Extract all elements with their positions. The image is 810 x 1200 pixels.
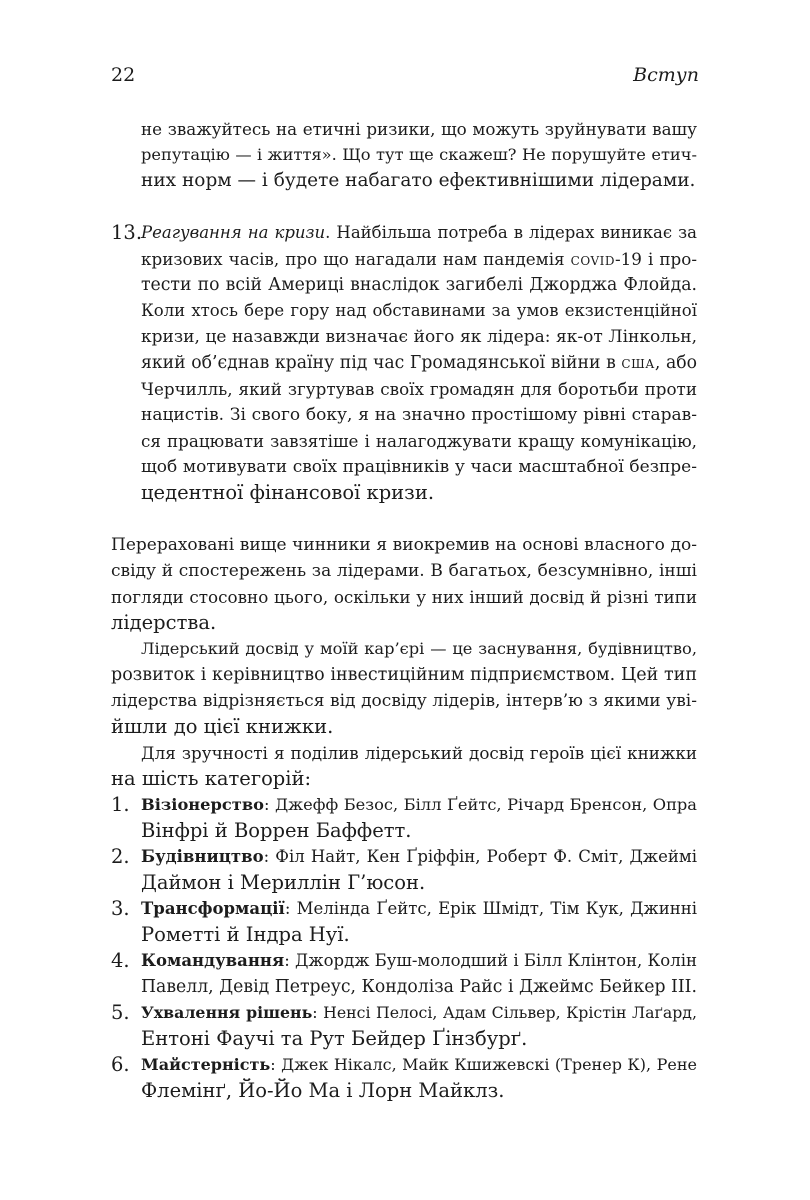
item-line: Ентоні Фаучі та Рут Бейдер Ґінзбурґ. xyxy=(141,1027,528,1050)
item-line: цедентної фінансової кризи. xyxy=(141,481,435,504)
paragraph-line: на шість категорій: xyxy=(111,767,312,790)
item-number: 1. xyxy=(111,793,130,816)
category-name: Трансформації xyxy=(141,899,285,918)
item-line: Черчилль, який згуртував своїх громадян для боротьби проти xyxy=(141,379,697,399)
paragraph-line: йшли до цієї книжки. xyxy=(111,715,334,738)
paragraph-line: Для зручності я поділив лідерський досвід героїв цієї книжки xyxy=(141,743,697,763)
category-name: Командування xyxy=(141,951,285,970)
continuation-line: репутацію — і життя». Що тут ще скажеш? Не порушуйте етич- xyxy=(141,145,697,164)
acronym: сша xyxy=(621,353,655,373)
item-line: Рометті й Індра Нуї. xyxy=(141,923,350,946)
section-title: Вступ xyxy=(633,64,699,86)
paragraph-line: розвиток і керівництво інвестиційним підприємством. Цей тип xyxy=(111,665,697,685)
item-line: кризових часів, про що нагадали нам пандемія covid-19 і про- xyxy=(141,249,697,269)
item-line: ся працювати завзятіше і налагоджувати кращу комунікацію, xyxy=(141,431,697,451)
item-number: 6. xyxy=(111,1053,130,1076)
paragraph-line: Перераховані вище чинники я виокремив на основі власного до- xyxy=(111,535,697,555)
category-name: Майстерність xyxy=(141,1055,271,1074)
paragraph-line: погляди стосовно цього, оскільки у них інший досвід й різні типи xyxy=(111,587,697,607)
item-line: Павелл, Девід Петреус, Кондоліза Райс і Джеймс Бейкер ІІІ. xyxy=(141,977,697,997)
item-line: Реагування на кризи. Найбільша потреба в лідерах виникає за xyxy=(141,223,697,242)
item-line: Ухвалення рішень: Ненсі Пелосі, Адам Сільвер, Крістін Лаґард, xyxy=(141,1003,697,1022)
item-number: 3. xyxy=(111,897,130,920)
item-number: 13. xyxy=(111,221,143,244)
item-line: Коли хтось бере гору над обставинами за умов екзистенційної xyxy=(141,301,697,320)
item-line: Вінфрі й Воррен Баффетт. xyxy=(141,819,412,842)
category-name: Візіонерство xyxy=(141,795,264,814)
paragraph-line: лідерства. xyxy=(111,611,217,634)
paragraph-line: лідерства відрізняється від досвіду лідерів, інтерв’ю з якими уві- xyxy=(111,691,697,711)
item-line: Будівництво: Філ Найт, Кен Ґріффін, Роберт Ф. Сміт, Джеймі xyxy=(141,847,697,866)
item-number: 4. xyxy=(111,949,130,972)
continuation-line: не зважуйтесь на етичні ризики, що можуть зруйнувати вашу xyxy=(141,119,697,139)
item-line: Флемінґ, Йо-Йо Ма і Лорн Майклз. xyxy=(141,1079,505,1102)
item-line: кризи, це назавжди визначає його як лідера: як-от Лінкольн, xyxy=(141,327,697,347)
acronym: covid xyxy=(570,249,615,269)
running-header xyxy=(111,64,699,94)
item-line: щоб мотивувати своїх працівників у часи масштабної безпре- xyxy=(141,457,697,477)
item-line: Візіонерство: Джефф Безос, Білл Ґейтс, Річард Бренсон, Опра xyxy=(141,795,697,814)
item-line: Командування: Джордж Буш-молодший і Білл Клінтон, Колін xyxy=(141,951,698,970)
item-number: 2. xyxy=(111,845,130,868)
paragraph-line: свіду й спостережень за лідерами. В багатьох, безсумнівно, інші xyxy=(111,561,697,581)
item-line: Трансформації: Мелінда Ґейтс, Ерік Шмідт, Тім Кук, Джинні xyxy=(141,899,697,918)
item-line: Даймон і Мериллін Г’юсон. xyxy=(141,871,426,894)
item-line: який об’єднав країну під час Громадянської війни в сша, або xyxy=(141,353,698,373)
item-line: Майстерність: Джек Нікалс, Майк Кшижевскі (Тренер К), Рене xyxy=(141,1055,697,1074)
item-line: тести по всій Америці внаслідок загибелі Джорджа Флойда. xyxy=(141,275,697,295)
item-number: 5. xyxy=(111,1001,130,1024)
continuation-line: них норм — і будете набагато ефективнішими лідерами. xyxy=(141,170,696,191)
paragraph-line: Лідерський досвід у моїй кар’єрі — це заснування, будівництво, xyxy=(141,639,697,658)
category-name: Будівництво xyxy=(141,847,264,866)
item-line: нацистів. Зі свого боку, я на значно простішому рівні старав- xyxy=(141,405,697,425)
page-number: 22 xyxy=(111,64,136,86)
item-title: Реагування на кризи xyxy=(141,223,326,242)
category-name: Ухвалення рішень xyxy=(141,1003,313,1022)
